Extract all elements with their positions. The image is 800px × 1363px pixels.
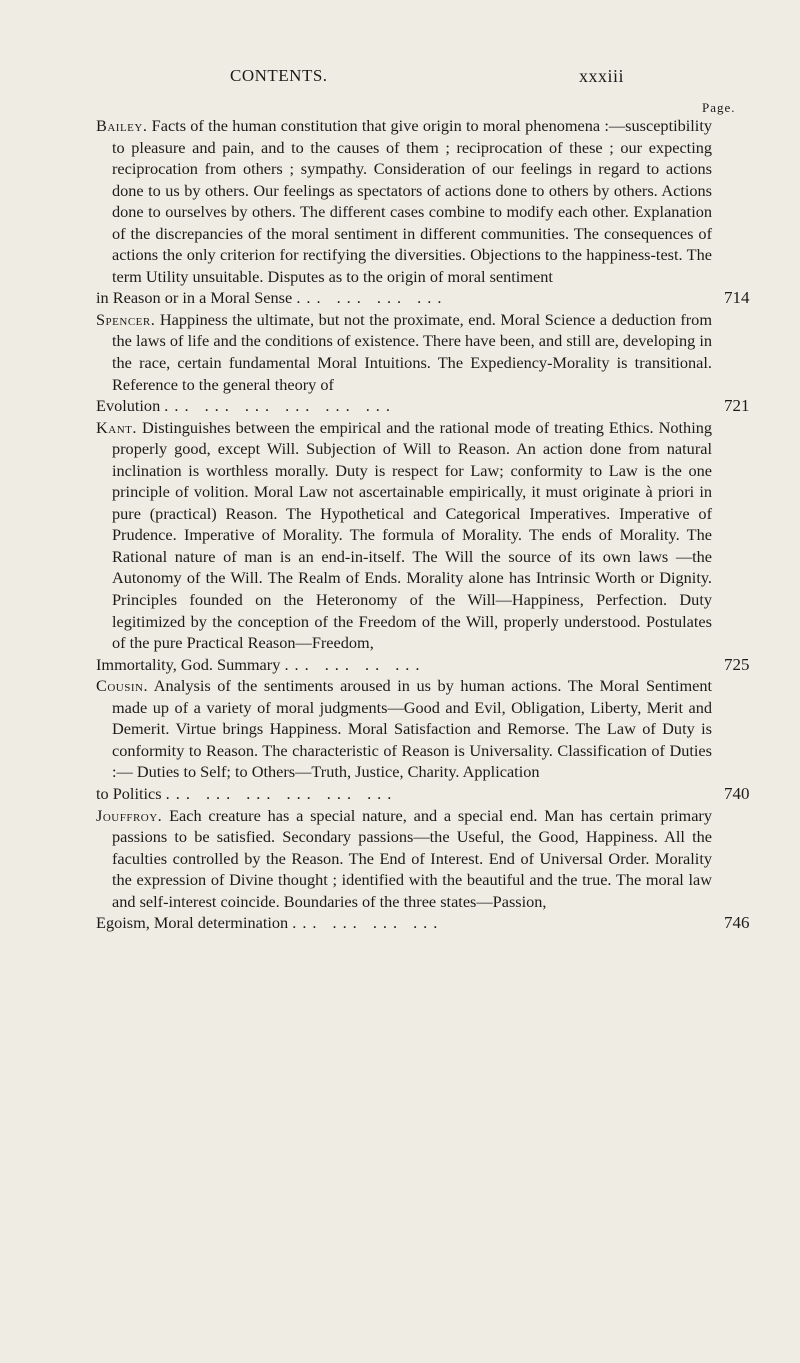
entry-page-number: 740 bbox=[724, 783, 750, 803]
dot-leaders: ... ... ... ... bbox=[296, 288, 448, 308]
page-number: xxxiii bbox=[578, 66, 624, 86]
entry-page-number: 721 bbox=[724, 396, 750, 416]
entry-last-line: to Politics ... ... ... ... ... ... bbox=[96, 783, 398, 803]
entry-author: Bailey. bbox=[96, 116, 148, 135]
contents-entry-cousin bbox=[96, 675, 750, 804]
dot-leaders: ... ... ... ... bbox=[292, 913, 444, 933]
page-column-label: Page. bbox=[702, 100, 736, 115]
contents-entry-jouffroy bbox=[96, 805, 750, 934]
entry-author: Kant. bbox=[96, 417, 137, 437]
entry-last-line: Immortality, God. Summary ... ... .. ... bbox=[96, 654, 426, 674]
dot-leaders: ... ... ... ... ... ... bbox=[164, 396, 396, 416]
contents-entry-kant bbox=[96, 417, 750, 676]
entry-last-line: Evolution ... ... ... ... ... ... bbox=[96, 396, 396, 416]
dot-leaders: ... ... .. ... bbox=[284, 654, 426, 674]
entry-summary: Analysis of the sentiments aroused in us by human actions. The Moral Sentiment made up of a variety of moral judgments—Good and Evil, Obligation, Liberty, Merit and Demerit. Virtue brings Happiness. Moral Satisfaction and Remorse. The Law of Duty is conformity to Reason. The characteristic of Reason is Universality. Classification of Duties :— Duties to Self; to Others—Truth, Justice, Charity. Application bbox=[112, 676, 712, 782]
entry-summary: Happiness the ultimate, but not the proximate, end. Moral Science a deduction from the laws of life and the conditions of existence. There have been, and still are, developing in the race, certain fundamental Moral Intuitions. The Expediency-Morality is transitional. Reference to the general theory of bbox=[112, 309, 712, 394]
entry-page-number: 746 bbox=[724, 913, 750, 933]
running-title: CONTENTS. bbox=[230, 66, 328, 85]
entry-page-number: 714 bbox=[724, 288, 750, 308]
entry-author: Jouffroy. bbox=[96, 805, 163, 825]
contents-entry-bailey bbox=[96, 115, 750, 309]
contents-list bbox=[96, 115, 776, 934]
entry-last-line: Egoism, Moral determination ... ... ... ... bbox=[96, 913, 444, 933]
entry-summary: Facts of the human constitution that give origin to moral phenomena :—susceptibility to pleasure and pain, and to the causes of them ; reciprocation of these ; our expecting reciprocation from others ; sympathy. Consideration of our feelings in regard to actions done to us by others. Our feelings as spectators of actions done to others by others. Actions done to ourselves by others. The different cases combine to modify each other. Explanation of the discrepancies of the moral sentiment in different communities. The consequences of actions the only criterion for rectifying the diversities. Objections to the happiness-test. The term Utility unsuitable. Disputes as to the origin of moral sentiment bbox=[112, 116, 712, 286]
entry-author: Spencer. bbox=[96, 309, 156, 329]
entry-summary: Distinguishes between the empirical and the rational mode of treating Ethics. Nothing properly good, except Will. Subjection of Will to Reason. An action done from natural inclination is worthless morally. Duty is respect for Law; conformity to Law is the one principle of volition. Moral Law not ascertainable empirically, it must originate à priori in pure (practical) Reason. The Hypothetical and Categorical Imperatives. Imperative of Prudence. Imperative of Morality. The formula of Morality. The ends of Morality. The Rational nature of man is an end-in-itself. The Will the source of its own laws —the Autonomy of the Will. The Realm of Ends. Morality alone has Intrinsic Worth or Dignity. Principles founded on the Heteronomy of the Will—Happiness, Perfection. Duty legitimized by the conception of the Freedom of the Will, properly understood. Postulates of the pure Practical Reason—Freedom, bbox=[112, 417, 712, 653]
entry-summary: Each creature has a special nature, and a special end. Man has certain primary passions to be satisfied. Secondary passions—the Useful, the Good, Happiness. All the faculties controlled by the Reason. The End of Interest. End of Universal Order. Morality the expression of Divine thought ; identified with the beautiful and the true. The moral law and self-interest coincide. Boundaries of the three states—Passion, bbox=[112, 805, 712, 911]
entry-last-line: in Reason or in a Moral Sense ... ... ... ... bbox=[96, 288, 448, 308]
entry-author: Cousin. bbox=[96, 676, 149, 696]
contents-entry-spencer bbox=[96, 309, 750, 417]
dot-leaders: ... ... ... ... ... ... bbox=[165, 783, 398, 803]
entry-page-number: 725 bbox=[724, 654, 750, 674]
